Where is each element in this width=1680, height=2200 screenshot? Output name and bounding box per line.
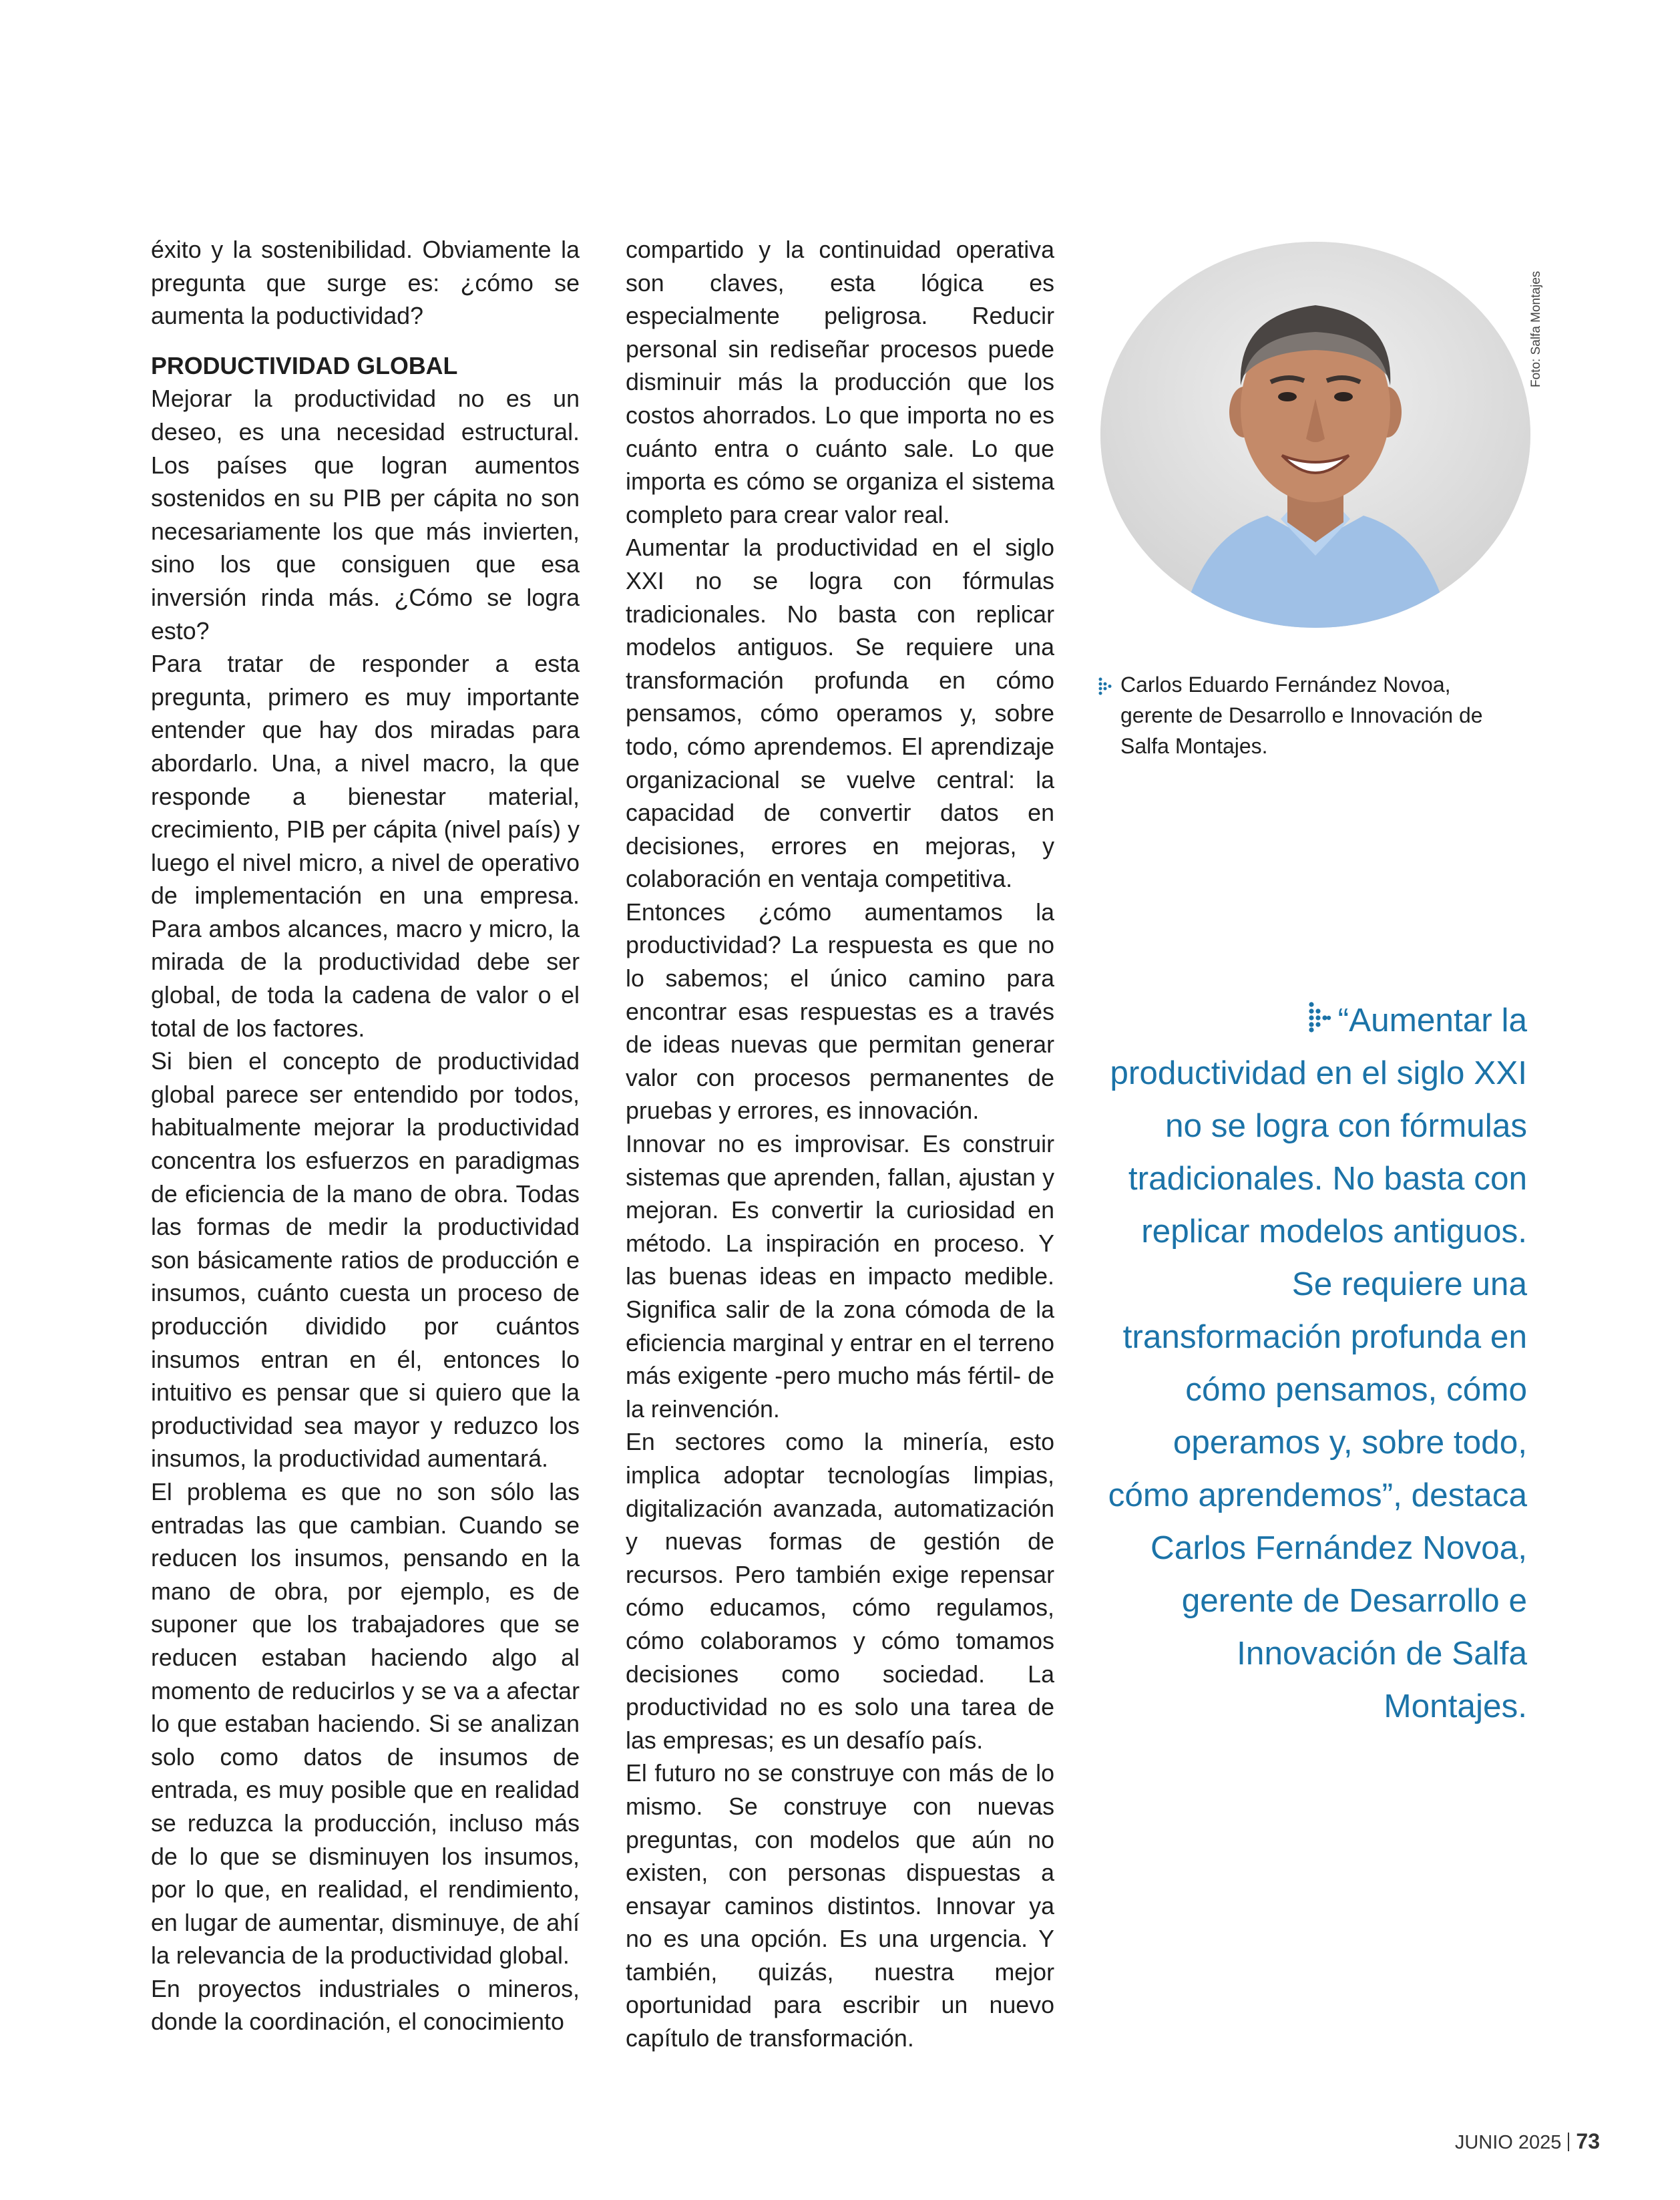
paragraph: compartido y la continuidad operativa son claves, esta lógica es especialmente peligrosa. Reducir personal sin rediseñar procesos puede disminuir más la producción que los costos ahorrados. Lo que importa no es cuánto entra o cuánto sale. Lo que importa es cómo se organiza el sistema completo para crear valor real. (626, 236, 1054, 528)
paragraph: En proyectos industriales o mineros, donde la coordinación, el conocimiento (151, 1975, 580, 2036)
paragraph: El futuro no se construye con más de lo mismo. Se construye con nuevas preguntas, con modelos que aún no existen, con personas dispuestas a ensayar caminos distintos. Innovar ya no es una opción. Es una urgencia. Y también, quizás, nuestra mejor oportunidad para escribir un nuevo capítulo de transformación. (626, 1760, 1054, 2052)
dots-quote-icon (1309, 1002, 1331, 1033)
dots-bullet-icon (1098, 677, 1113, 697)
paragraph: Entonces ¿cómo aumentamos la productividad? La respuesta es que no lo sabemos; el único camino para encontrar esas respuestas es a través de ideas nuevas que permitan generar valor con procesos permanentes de pruebas y errores, es innovación. (626, 898, 1054, 1125)
issue-date: JUNIO 2025 (1454, 2132, 1562, 2153)
section-heading: PRODUCTIVIDAD GLOBAL (151, 352, 458, 379)
photo-credit: Foto: Salfa Montajes (1529, 270, 1543, 387)
photo-caption (1098, 669, 1526, 761)
paragraph: El problema es que no son sólo las entradas las que cambian. Cuando se reducen los insumos, pensando en la mano de obra, por ejemplo, es de suponer que los trabajadores que se reducen estaban haciendo algo al momento de reducirlos y se va a afectar lo que estaban haciendo. Si se analizan solo como datos de insumos de entrada, es muy posible que en realidad se reduzca la producción, incluso más de lo que se disminuyen los insumos, por lo que, en realidad, el rendimiento, en lugar de aumentar, disminuye, de ahí la relevancia de la productividad global. (151, 1478, 580, 1970)
paragraph: Aumentar la productividad en el siglo XXI no se logra con fórmulas tradicionales. No basta con replicar modelos antiguos. Se requiere una transformación profunda en cómo pensamos, cómo operamos y, sobre todo, cómo aprendemos. El aprendizaje organizacional se vuelve central: la capacidad de convertir datos en decisiones, errores en mejoras, y colaboración en ventaja competitiva. (626, 534, 1054, 893)
portrait-illustration (1100, 242, 1530, 628)
page-footer (1455, 2129, 1600, 2154)
caption-text: Carlos Eduardo Fernández Novoa, gerente de Desarrollo e Innovación de Salfa Montajes. (1120, 673, 1483, 758)
footer-divider (1568, 2133, 1569, 2151)
article-column-2 (626, 234, 1054, 2056)
paragraph: Si bien el concepto de productividad global parece ser entendido por todos, habitualmente mejorar la productividad concentra los esfuerzos en paradigmas de eficiencia de la mano de obra. Todas las formas de medir la productividad son básicamente ratios de producción e insumos, cuánto cuesta un proceso de producción dividido por cuántos insumos entran en él, entonces lo intuitivo es pensar que si quiero que la productividad sea mayor y reduzco los insumos, la productividad aumentará. (151, 1048, 580, 1473)
paragraph: Innovar no es improvisar. Es construir sistemas que aprenden, fallan, ajustan y mejoran. Es convertir la curiosidad en método. La inspiración en proceso. Y las buenas ideas en impacto medible. Significa salir de la zona cómoda de la eficiencia marginal y entrar en el terreno más exigente -pero mucho más fértil- de la reinvención. (626, 1131, 1054, 1423)
article-column-1 (151, 234, 580, 2039)
pull-quote-text: “Aumentar la productividad en el siglo XXI no se logra con fórmulas tradicionales. No basta con replicar modelos antiguos. Se requiere una transformación profunda en cómo pensamos, cómo operamos y, sobre todo, cómo aprendemos”, destaca Carlos Fernández Novoa, gerente de Desarrollo e Innovación de Salfa Montajes. (1108, 1002, 1527, 1724)
pull-quote (1105, 994, 1527, 1732)
page-number: 73 (1576, 2129, 1600, 2153)
paragraph: éxito y la sostenibilidad. Obviamente la pregunta que surge es: ¿cómo se aumenta la poductividad? (151, 236, 580, 330)
paragraph: En sectores como la minería, esto implica adoptar tecnologías limpias, digitalización avanzada, automatización y nuevas formas de gestión de recursos. Pero también exige repensar cómo educamos, cómo regulamos, cómo colaboramos y cómo tomamos decisiones como sociedad. La productividad no es solo una tarea de las empresas; es un desafío país. (626, 1429, 1054, 1754)
portrait-photo (1100, 242, 1530, 628)
paragraph: Mejorar la productividad no es un deseo, es una necesidad estructural. Los países que logran aumentos sostenidos en su PIB per cápita no son necesariamente los que más invierten, sino los que consiguen que esa inversión rinda más. ¿Cómo se logra esto? (151, 385, 580, 645)
paragraph: Para tratar de responder a esta pregunta, primero es muy importante entender que hay dos miradas para abordarlo. Una, a nivel macro, la que responde a bienestar material, crecimiento, PIB per cápita (nivel país) y luego el nivel micro, a nivel de operativo de implementación en una empresa. Para ambos alcances, macro y micro, la mirada de la productividad debe ser global, de toda la cadena de valor o el total de los factores. (151, 651, 580, 1042)
